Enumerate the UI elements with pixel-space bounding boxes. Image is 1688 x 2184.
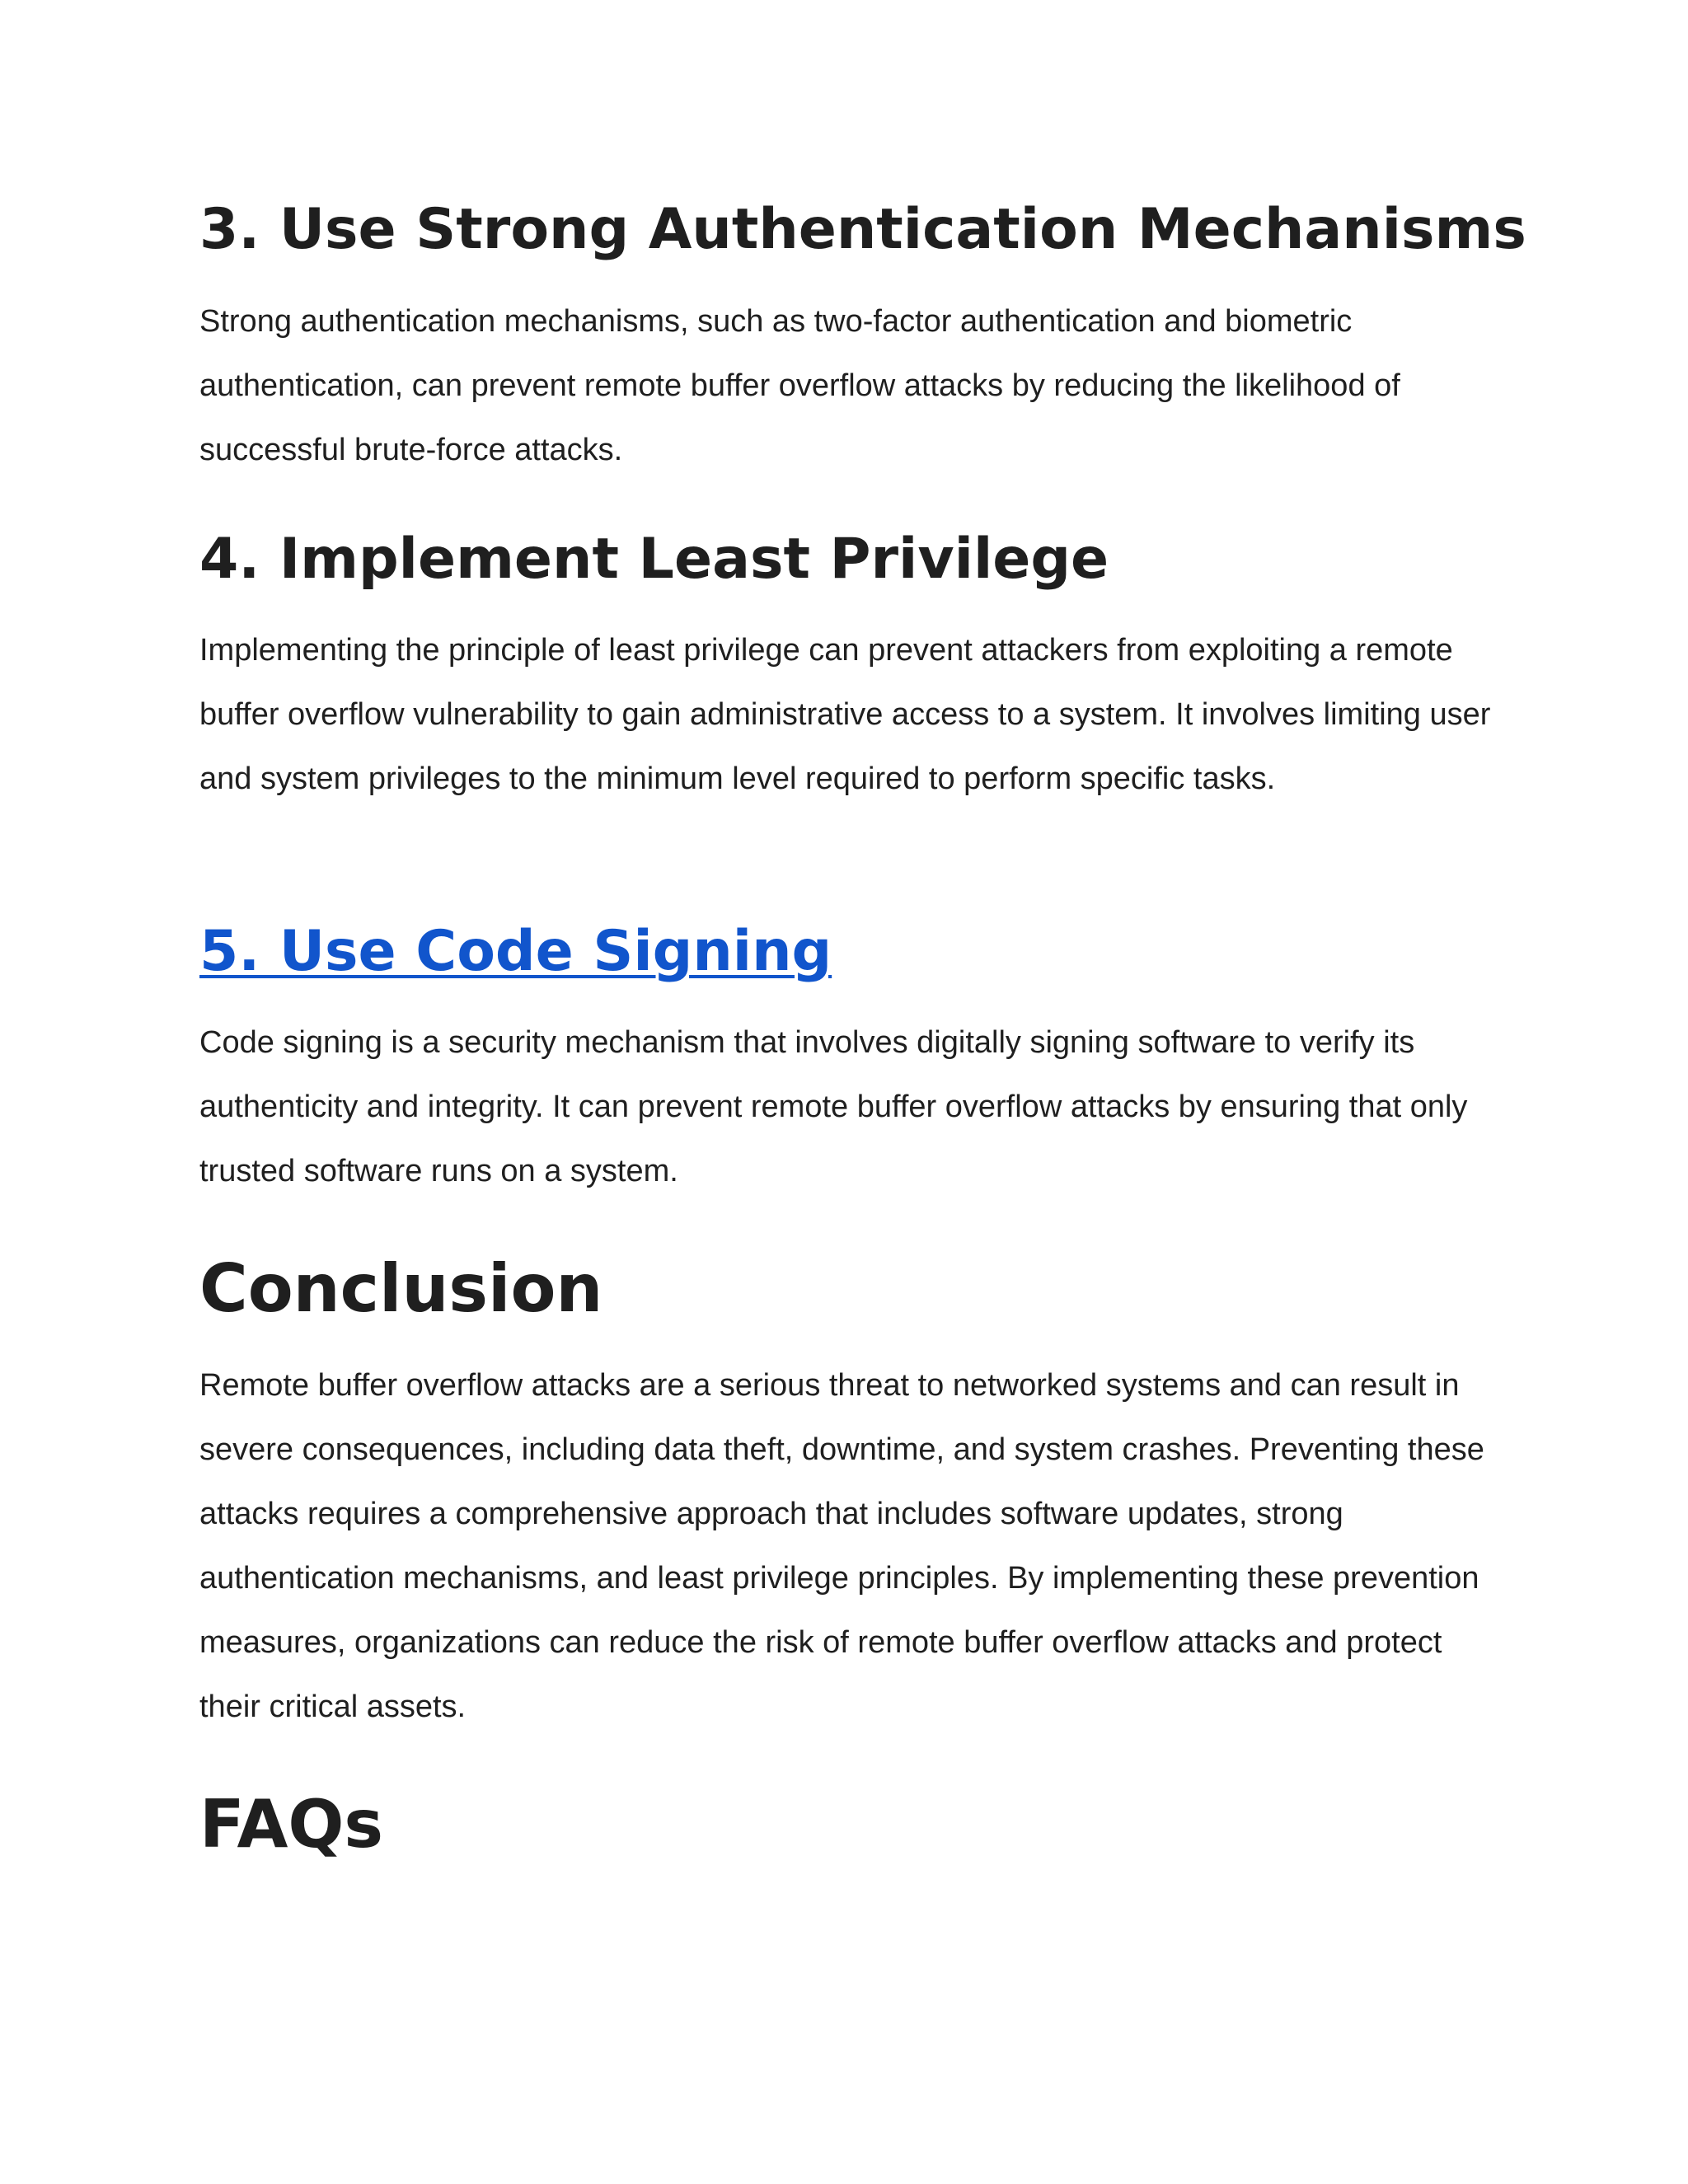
heading-strong-authentication: 3. Use Strong Authentication Mechanisms: [199, 197, 1526, 262]
paragraph-code-signing: Code signing is a security mechanism that involves digitally signing software to verify its authenticity and integrity. It can prevent remote buffer overflow attacks by ensuring that only trusted software runs on a system.: [199, 1025, 1468, 1188]
heading-conclusion: Conclusion: [199, 1250, 603, 1327]
paragraph-conclusion: Remote buffer overflow attacks are a serious threat to networked systems and can result in severe consequences, including data theft, downtime, and system crashes. Preventing these attacks requires a comprehensive approach that includes software updates, strong authentication mechanisms, and least privilege principles. By implementing these prevention measures, organizations can reduce the risk of remote buffer overflow attacks and protect their critical assets.: [199, 1368, 1484, 1724]
heading-faqs: FAQs: [199, 1786, 384, 1863]
paragraph-strong-authentication: Strong authentication mechanisms, such as two-factor authentication and biometric authentication, can prevent remote buffer overflow attacks by reducing the likelihood of successful brute-force attacks.: [199, 304, 1400, 467]
heading-least-privilege: 4. Implement Least Privilege: [199, 527, 1109, 592]
paragraph-least-privilege: Implementing the principle of least privilege can prevent attackers from exploiting a remote buffer overflow vulnerability to gain administrative access to a system. It involves limiting user and system privileges to the minimum level required to perform specific tasks.: [199, 633, 1491, 796]
heading-code-signing: [199, 915, 1493, 989]
code-signing-link[interactable]: 5. Use Code Signing: [199, 919, 832, 984]
